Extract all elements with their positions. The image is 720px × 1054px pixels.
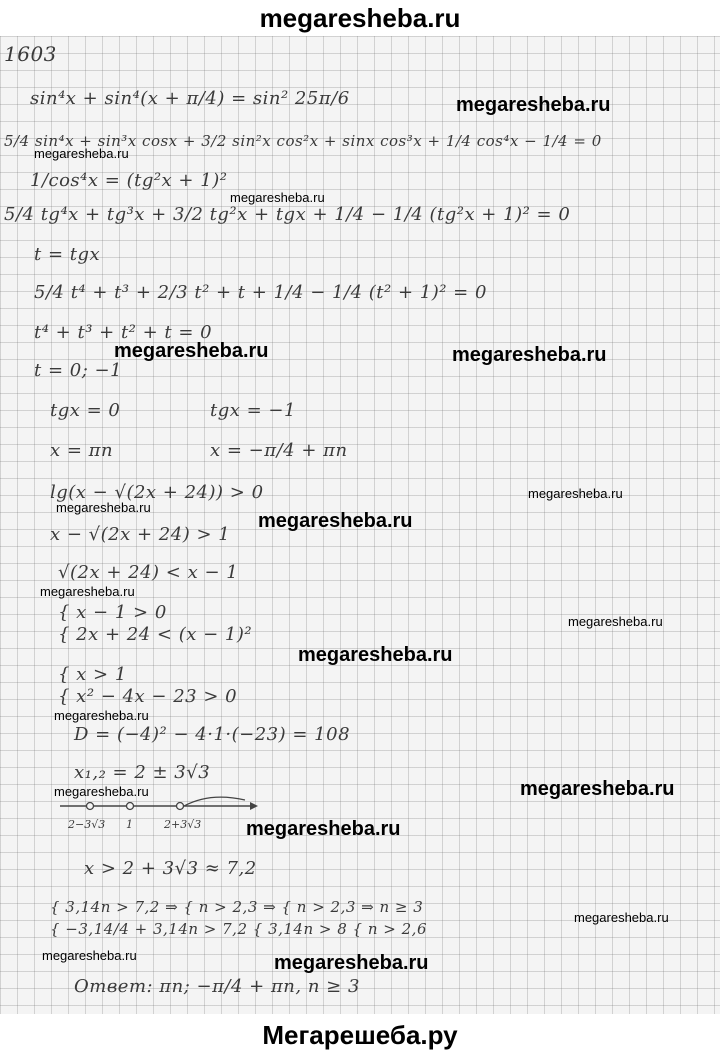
solution-line: x₁,₂ = 2 ± 3√3 — [74, 762, 211, 783]
watermark: megaresheba.ru — [246, 818, 401, 840]
solution-line: { 2x + 24 < (x − 1)² — [58, 624, 253, 645]
watermark: megaresheba.ru — [528, 486, 623, 501]
handwritten-solution-page — [0, 36, 720, 1014]
watermark: megaresheba.ru — [574, 910, 669, 925]
number-line-label-left: 2−3√3 — [68, 818, 106, 831]
watermark: megaresheba.ru — [40, 584, 135, 599]
watermark: megaresheba.ru — [230, 190, 325, 205]
problem-number: 1603 — [4, 42, 57, 66]
solution-line: tgx = −1 — [210, 400, 296, 421]
number-line-point-right — [177, 803, 184, 810]
site-footer — [0, 1016, 720, 1054]
solution-line: 5/4 t⁴ + t³ + 2/3 t² + t + 1/4 − 1/4 (t² + 1)² = 0 — [34, 282, 487, 303]
solution-line: t = 0; −1 — [34, 360, 123, 381]
watermark: megaresheba.ru — [568, 614, 663, 629]
solution-line: 5/4 tg⁴x + tg³x + 3/2 tg²x + tgx + 1/4 − 1/4 (tg²x + 1)² = 0 — [4, 204, 571, 225]
watermark: megaresheba.ru — [520, 778, 675, 800]
solution-line: tgx = 0 — [50, 400, 121, 421]
watermark: megaresheba.ru — [54, 708, 149, 723]
solution-line: t⁴ + t³ + t² + t = 0 — [34, 322, 213, 343]
solution-line: x = πn — [50, 440, 114, 461]
solution-line: { −3,14/4 + 3,14n > 7,2 { 3,14n > 8 { n > 2,6 — [50, 920, 427, 938]
number-line-arrow — [250, 802, 258, 810]
watermark: megaresheba.ru — [34, 146, 129, 161]
answer-line: Ответ: πn; −π/4 + πn, n ≥ 3 — [74, 976, 360, 997]
solution-line: D = (−4)² − 4·1·(−23) = 108 — [74, 724, 351, 745]
number-line-diagram — [60, 796, 260, 836]
number-line-point-mid — [127, 803, 134, 810]
solution-line: { 3,14n > 7,2 ⇒ { n > 2,3 ⇒ { n > 2,3 ⇒ n ≥ 3 — [50, 898, 424, 916]
solution-line: √(2x + 24) < x − 1 — [58, 562, 239, 583]
solution-line: x − √(2x + 24) > 1 — [50, 524, 231, 545]
solution-line: x > 2 + 3√3 ≈ 7,2 — [84, 858, 257, 879]
solution-line: sin⁴x + sin⁴(x + π/4) = sin² 25π/6 — [30, 88, 350, 109]
solution-line: 5/4 sin⁴x + sin³x cosx + 3/2 sin²x cos²x + sinx cos³x + 1/4 cos⁴x − 1/4 = 0 — [4, 132, 602, 150]
watermark: megaresheba.ru — [452, 344, 607, 366]
solution-line: { x > 1 — [58, 664, 127, 685]
number-line-shading — [184, 797, 245, 806]
number-line-label-mid: 1 — [126, 818, 133, 831]
site-header-title: megaresheba.ru — [259, 2, 461, 33]
watermark: megaresheba.ru — [114, 340, 269, 362]
watermark: megaresheba.ru — [274, 952, 429, 974]
watermark: megaresheba.ru — [56, 500, 151, 515]
watermark: megaresheba.ru — [258, 510, 413, 532]
number-line-label-right: 2+3√3 — [164, 818, 202, 831]
solution-line: { x − 1 > 0 — [58, 602, 167, 623]
site-header — [0, 0, 720, 36]
solution-line: t = tgx — [34, 244, 101, 265]
watermark: megaresheba.ru — [42, 948, 137, 963]
solution-line: { x² − 4x − 23 > 0 — [58, 686, 238, 707]
number-line-point-left — [87, 803, 94, 810]
watermark: megaresheba.ru — [456, 94, 611, 116]
watermark: megaresheba.ru — [54, 784, 149, 799]
solution-line: x = −π/4 + πn — [210, 440, 348, 461]
site-footer-title: Мегарешеба.ру — [262, 1019, 458, 1050]
solution-line: lg(x − √(2x + 24)) > 0 — [50, 482, 264, 503]
solution-line: 1/cos⁴x = (tg²x + 1)² — [30, 170, 228, 191]
watermark: megaresheba.ru — [298, 644, 453, 666]
